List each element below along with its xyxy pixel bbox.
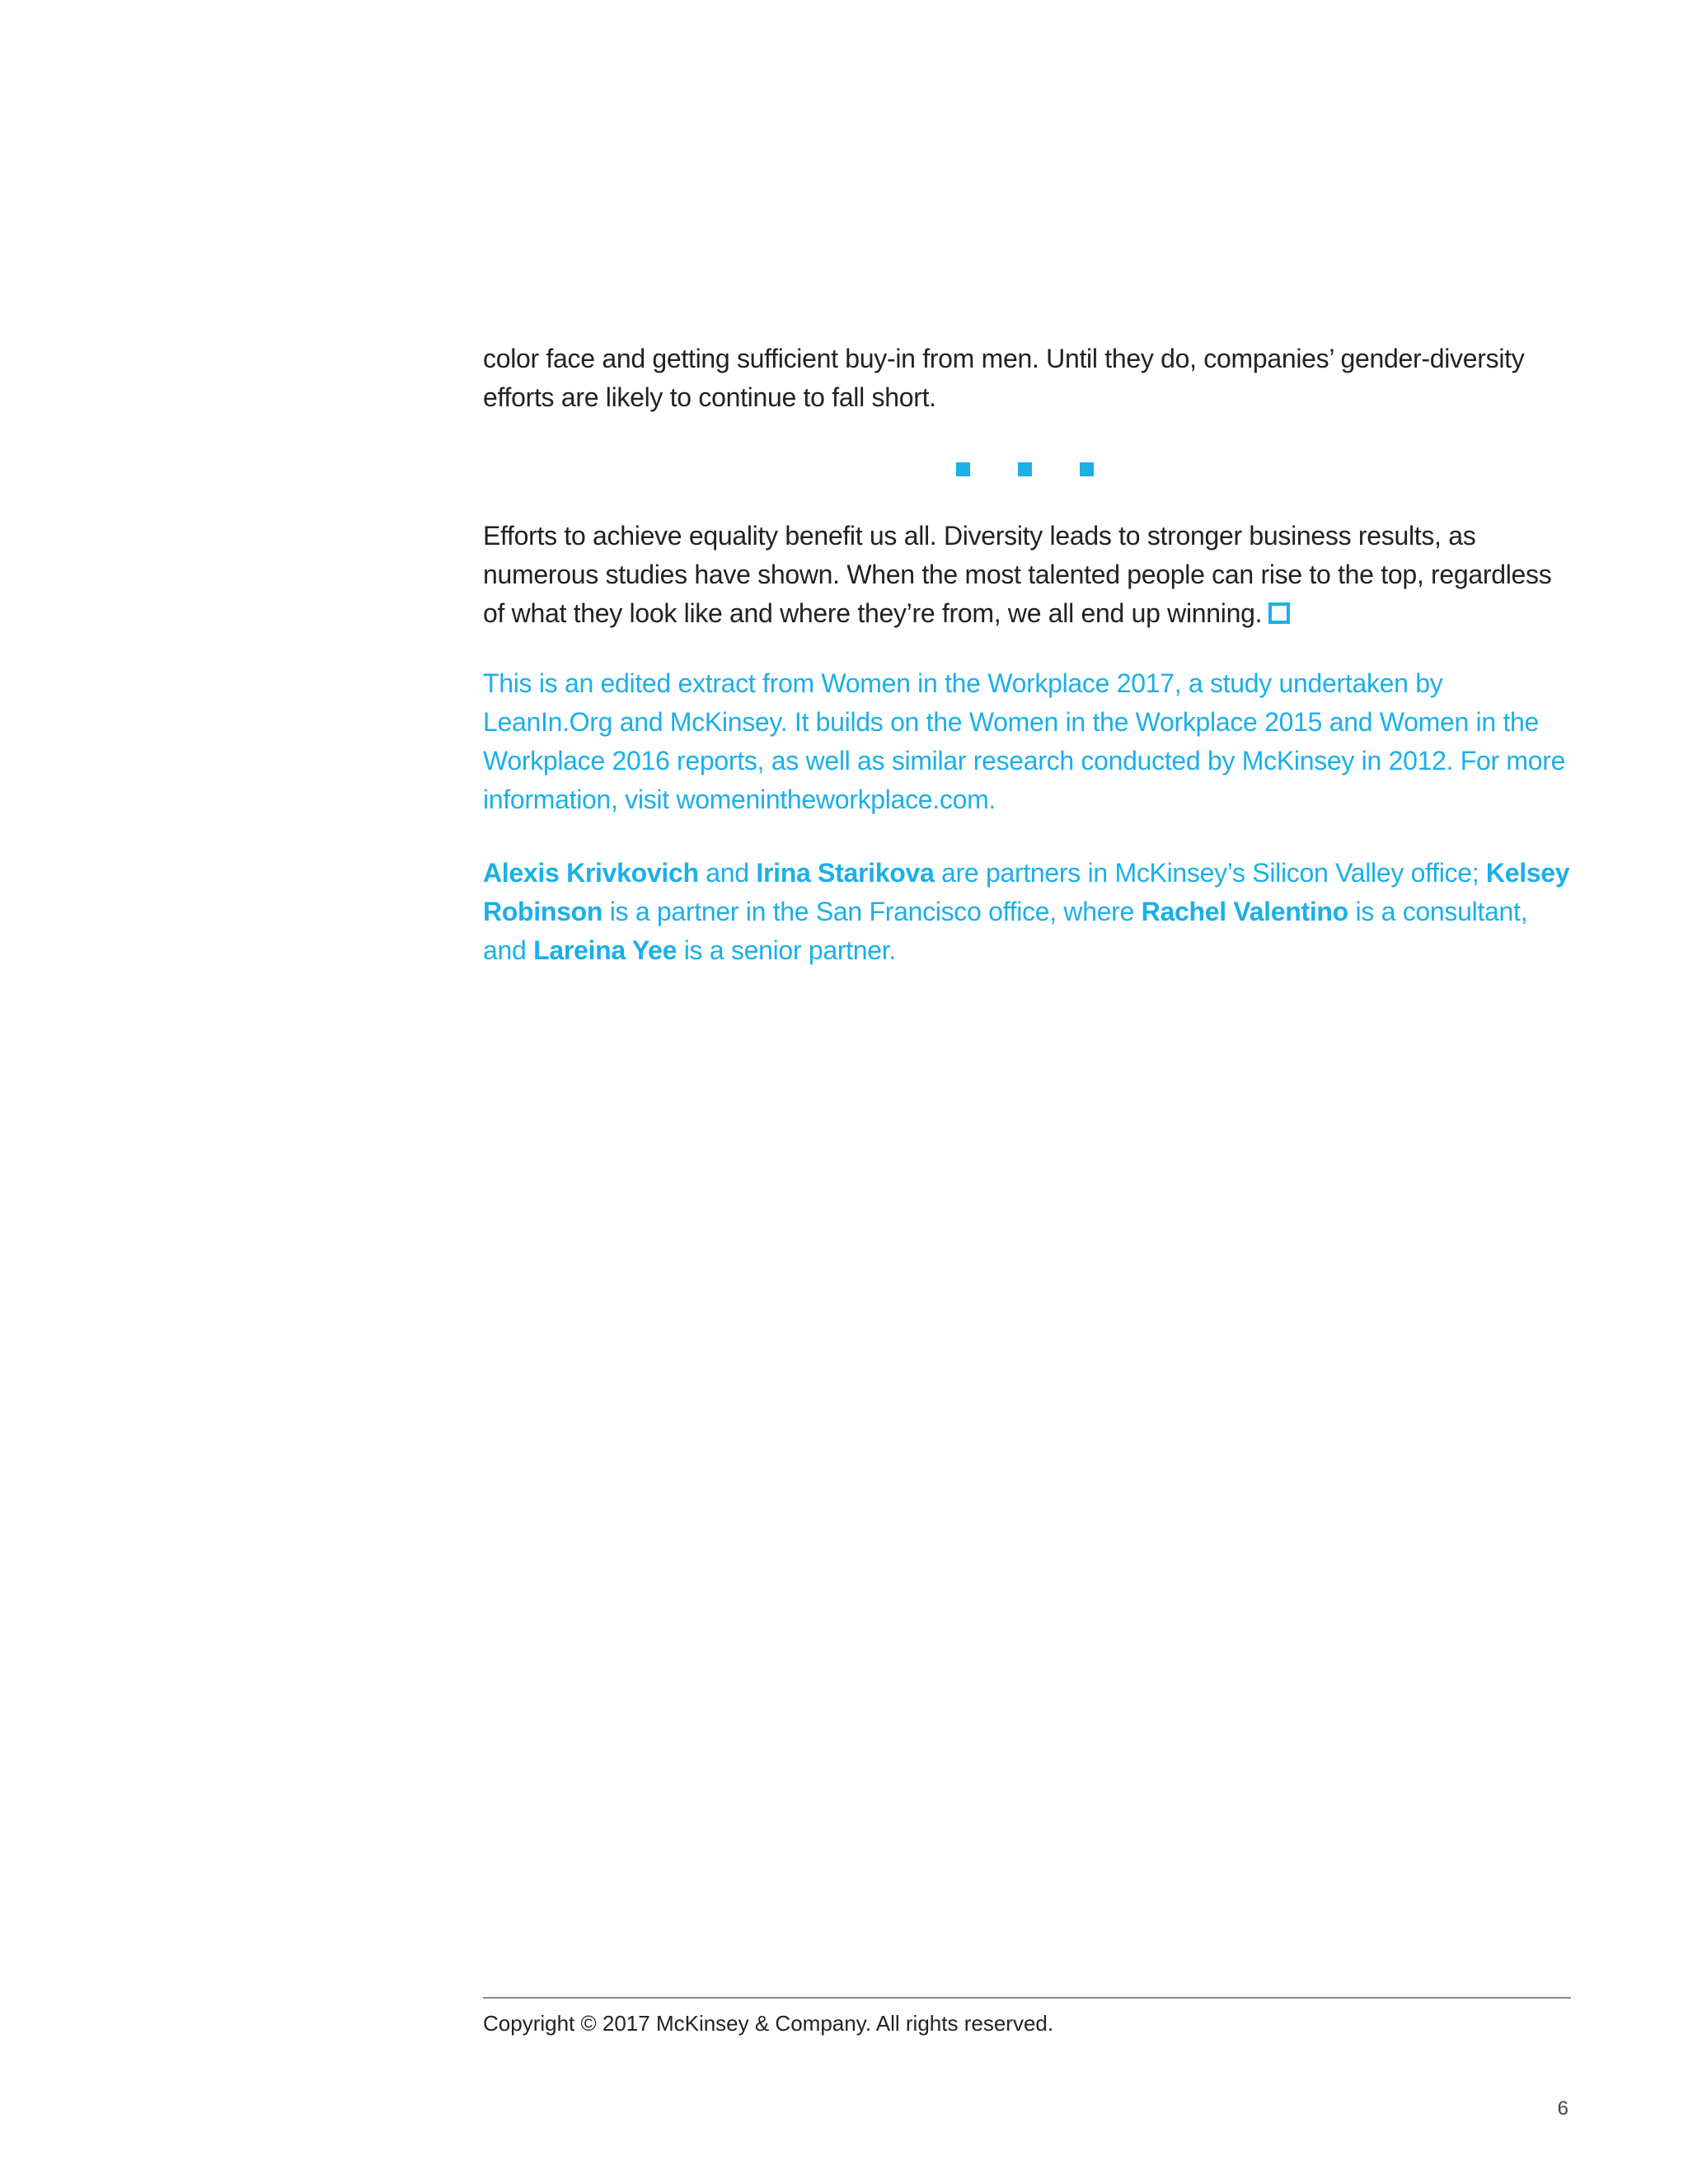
closing-text: Efforts to achieve equality benefit us all. Diversity leads to stronger business results, as numerous studies have shown. When the most talented people can rise to the top, regardless of what they look like and where they’re from, we all end up winning. xyxy=(483,521,1552,628)
separator-square-icon xyxy=(956,462,970,476)
author-connector: is a partner in the San Francisco office, where xyxy=(603,897,1142,926)
author-connector: is a senior partner. xyxy=(677,935,896,965)
author-name: Irina Starikova xyxy=(756,858,935,888)
body-paragraph-continuation: color face and getting sufficient buy-in from men. Until they do, companies’ gender-diversity efforts are likely to continue to fall short. xyxy=(483,344,1525,412)
body-paragraph-closing xyxy=(483,517,1571,633)
page-number: 6 xyxy=(1557,2097,1568,2120)
author-name: Lareina Yee xyxy=(533,935,678,965)
section-separator-icon xyxy=(956,462,1088,476)
separator-square-icon xyxy=(1080,462,1094,476)
author-name: Kelsey Robinson xyxy=(483,858,1570,926)
author-connector: and xyxy=(698,858,757,888)
author-name: Rachel Valentino xyxy=(1141,897,1348,926)
author-name: Alexis Krivkovich xyxy=(483,858,699,888)
copyright-notice: Copyright © 2017 McKinsey & Company. All rights reserved. xyxy=(483,2011,1054,2036)
author-connector: is a consultant, and xyxy=(483,897,1528,965)
separator-square-icon xyxy=(1018,462,1032,476)
author-bios xyxy=(483,854,1571,970)
author-connector: are partners in McKinsey’s Silicon Valley office; xyxy=(934,858,1486,888)
study-note: This is an edited extract from Women in the Workplace 2017, a study undertaken by LeanIn.Org and McKinsey. It builds on the Women in the Workplace 2015 and Women in the Workplace 2016 reports, as well as similar research conducted by McKinsey in 2012. For more information, visit womenintheworkplace.com. xyxy=(483,668,1566,814)
end-mark-icon xyxy=(1268,602,1290,624)
footer-divider xyxy=(483,1997,1571,1999)
